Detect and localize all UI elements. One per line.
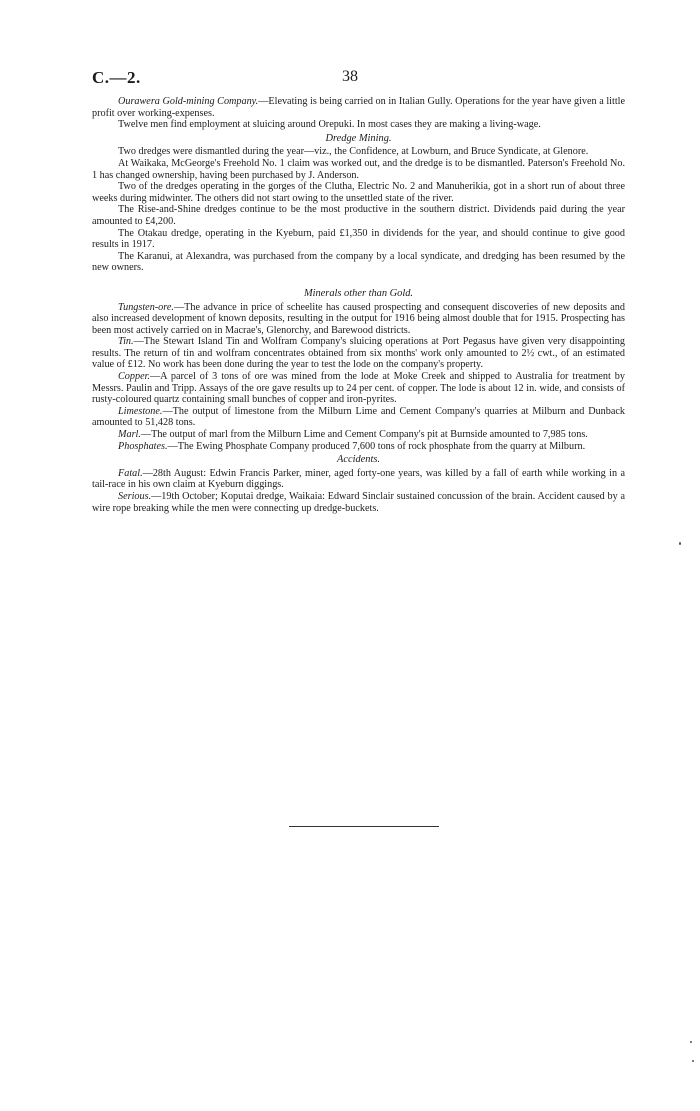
paragraph-otakau: The Otakau dredge, operating in the Kyeburn, paid £1,350 in dividends for the year, and should continue to give good results in 1917. (92, 227, 625, 251)
paragraph-serious (92, 491, 625, 514)
paragraph-ourawera (92, 96, 625, 119)
paragraph-lead: Phosphates. (118, 440, 168, 452)
paragraph-tin (92, 336, 625, 371)
paragraph-lead: Fatal. (118, 467, 143, 479)
paragraph-lead: Marl. (118, 429, 141, 441)
paragraph-lead: Tungsten-ore. (118, 301, 174, 313)
paragraph-dismantled: Two dredges were dismantled during the year—viz., the Confidence, at Lowburn, and Bruce Syndicate, at Glenore. (118, 146, 589, 158)
paragraph-lead: Limestone. (118, 405, 163, 417)
paragraph-text: —The output of marl from the Milburn Lime and Cement Company's pit at Burnside amounted to 7,985 tons. (140, 429, 588, 441)
paragraph-limestone (92, 406, 625, 429)
paragraph-marl (92, 429, 625, 441)
paragraph-tungsten (92, 302, 625, 337)
paragraph-karanui: The Karanui, at Alexandra, was purchased from the company by a local syndicate, and dredging has been resumed by the new owners. (92, 250, 625, 274)
scan-speck (692, 1060, 694, 1062)
paragraph-lead: Ourawera Gold-mining Company. (118, 96, 259, 107)
paragraph-orepuki: Twelve men find employment at sluicing around Orepuki. In most cases they are making a living-wage. (118, 119, 541, 131)
section-heading-accidents: Accidents. (337, 454, 380, 466)
paragraph-copper (92, 371, 625, 406)
paragraph-text: —A parcel of 3 tons of ore was mined from the lode at Moke Creek and shipped to Australia for treatment by Messrs. Paulin and Tripp. Assays of the ore gave results up to 24 per cent. of copper. The lode is about 12 in. wide, and consists of rusty-coloured quartz containing small bunches of copper and iron-pyrites. (92, 371, 625, 406)
paragraph-waikaka: At Waikaka, McGeorge's Freehold No. 1 claim was worked out, and the dredge is to be dismantled. Paterson's Freehold No. 1 has changed ownership, having been purchased by J. Anderson. (92, 157, 625, 181)
paragraph-text: —The Ewing Phosphate Company produced 7,600 tons of rock phosphate from the quarry at Milburn. (167, 440, 586, 452)
page-header (92, 68, 608, 90)
report-body (92, 96, 625, 514)
paragraph-lead: Tin. (118, 336, 134, 348)
paragraph-text: —19th October; Koputai dredge, Waikaia: Edward Sinclair sustained concussion of the brain. Accident caused by a wire rope breaking while the men were connecting up dredge-buckets. (92, 491, 625, 514)
paragraph-rise-and-shine: The Rise-and-Shine dredges continue to be the most productive in the southern district. Dividends paid during the year amounted to £4,200. (92, 204, 625, 227)
scan-speck (679, 542, 681, 545)
paragraph-text: —The output of limestone from the Milburn Lime and Cement Company's quarries at Milburn and Dunback amounted to 51,428 tons. (92, 405, 625, 429)
paragraph-lead: Copper. (118, 371, 150, 383)
section-heading-minerals: Minerals other than Gold. (303, 287, 414, 299)
section-end-rule (289, 826, 439, 827)
section-heading-dredge-mining: Dredge Mining. (325, 132, 392, 144)
scan-speck (690, 1041, 692, 1043)
paragraph-text: —Elevating is being carried on in Italian Gully. Operations for the year have given a little profit over working-expenses. (92, 96, 626, 119)
paragraph-clutha: Two of the dredges operating in the gorges of the Clutha, Electric No. 2 and Manuherikia, got in a short run of about three weeks during midwinter. The others did not start owing to the unsettled state of the river. (92, 181, 625, 204)
paragraph-fatal (92, 468, 625, 491)
paragraph-phosphates (92, 441, 625, 453)
paragraph-text: —The Stewart Island Tin and Wolfram Company's sluicing operations at Port Pegasus have given very disappointing results. The return of tin and wolfram concentrates obtained from six months' work only amounted to 2½ cwt., of an estimated value of £12. No work has been done during the year to test the lode on the company's property. (92, 336, 625, 371)
paragraph-text: —28th August: Edwin Francis Parker, miner, aged forty-one years, was killed by a fall of earth while working in a tail-race in his own claim at Kyeburn diggings. (92, 467, 625, 491)
paragraph-text: —The advance in price of scheelite has caused prospecting and consequent discoveries of new deposits and also increased development of known deposits, resulting in the output for 1916 being almost double that for 1915. Prospecting has been most actively carried on in Macrae's, Glenorchy, and Barewood districts. (92, 301, 625, 336)
paragraph-lead: Serious. (118, 491, 152, 502)
document-reference: C.—2. (92, 68, 141, 87)
page-number: 38 (342, 68, 358, 85)
